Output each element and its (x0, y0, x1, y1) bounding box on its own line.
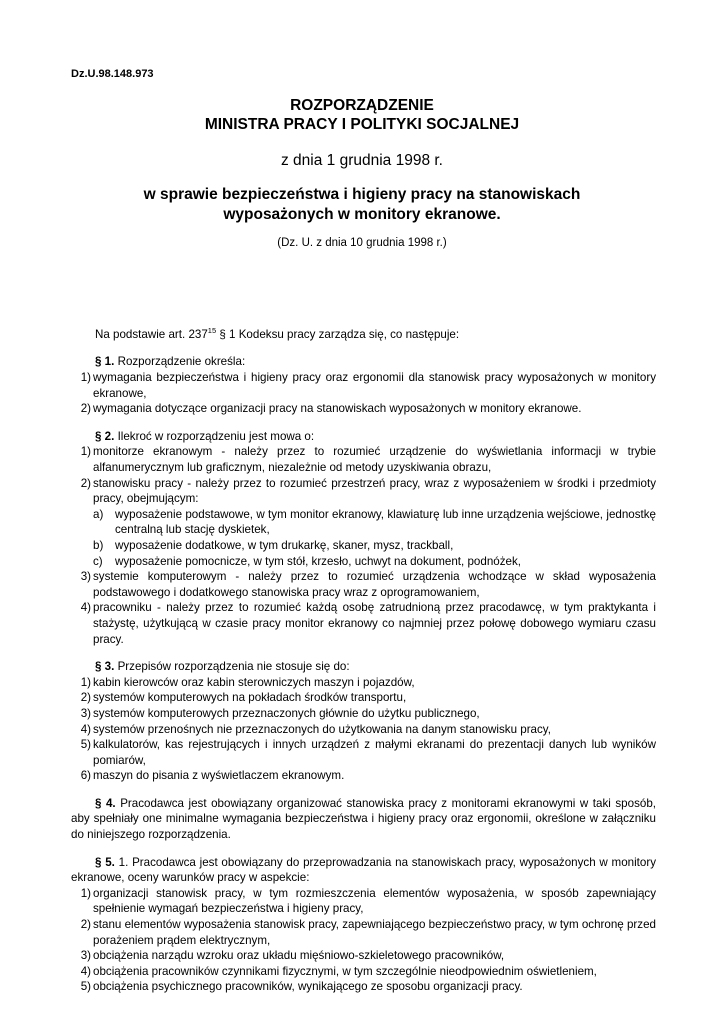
section-3-text: Przepisów rozporządzenia nie stosuje się do: (114, 660, 350, 674)
journal-reference: Dz.U.98.148.973 (71, 68, 154, 80)
list-item (71, 964, 656, 980)
list-item (71, 886, 656, 917)
item-number: 3) (80, 949, 91, 963)
list-item (71, 476, 656, 507)
regulation-subject (0, 185, 724, 225)
sub-list-item (71, 507, 656, 538)
item-number: 2) (80, 476, 91, 490)
item-number: 2) (80, 918, 91, 932)
subject-line-1: w sprawie bezpieczeństwa i higieny pracy na stanowiskach (143, 186, 581, 203)
item-text: stanu elementów wyposażenia stanowisk pracy, zapewniającego bezpieczeństwo pracy, w tym ochronę przed porażeniem prądem elektrycznym, (93, 918, 656, 947)
item-number: 2) (80, 691, 91, 705)
item-text: organizacji stanowisk pracy, w tym rozmieszczenia elementów wyposażenia, w sposób zapewniający spełnienie wymagań bezpieczeństwa i higieny pracy, (93, 886, 656, 916)
section-2-text: Ilekroć w rozporządzeniu jest mowa o: (114, 429, 315, 443)
section-2-label: § 2. (95, 429, 115, 443)
article-superscript: 15 (207, 326, 217, 335)
subject-line-2: wyposażonych w monitory ekranowe. (223, 206, 501, 223)
title-line-1: ROZPORZĄDZENIE (290, 97, 434, 114)
item-number: 6) (80, 769, 91, 783)
item-number: 1) (80, 445, 91, 459)
section-2-heading (71, 429, 656, 445)
section-3-heading (71, 659, 656, 675)
item-text: systemów komputerowych przeznaczonych głównie do użytku publicznego, (93, 706, 480, 720)
section-1 (71, 354, 656, 416)
list-item (71, 948, 656, 964)
publication-info: (Dz. U. z dnia 10 grudnia 1998 r.) (277, 237, 447, 249)
sub-item-letter: c) (93, 554, 103, 568)
item-text: monitorze ekranowym - należy przez to rozumieć urządzenie do wyświetlania informacji w trybie alfanumerycznym lub graficznym, niezależnie od metody uzyskiwania obrazu, (93, 445, 656, 475)
list-item (71, 569, 656, 600)
sub-list-item (71, 538, 656, 554)
item-number: 5) (80, 980, 91, 994)
item-text: systemów komputerowych na pokładach środków transportu, (93, 691, 407, 705)
sub-item-text: wyposażenie pomocnicze, w tym stół, krzesło, uchwyt na dokument, podnóżek, (115, 554, 521, 568)
list-item (71, 917, 656, 948)
item-number: 4) (80, 964, 91, 978)
item-number: 5) (80, 738, 91, 752)
legal-basis (71, 323, 656, 342)
item-text: kabin kierowców oraz kabin sterowniczych maszyn i pojazdów, (93, 675, 415, 689)
item-number: 2) (80, 402, 91, 416)
sub-item-text: wyposażenie podstawowe, w tym monitor ekranowy, klawiaturę lub inne urządzenia wejściowe, jednostkę centralną lub stację dyskietek, (115, 507, 656, 537)
section-5-text: 1. Pracodawca jest obowiązany do przeprowadzania na stanowiskach pracy, wyposażonych w monitory ekranowe, oceny warunków pracy w aspekcie: (71, 855, 656, 885)
item-number: 1) (80, 886, 91, 900)
document-body (71, 323, 656, 995)
item-text: kalkulatorów, kas rejestrujących i innych urządzeń z małymi ekranami do prezentacji danych lub wyników pomiarów, (93, 738, 656, 767)
item-number: 3) (80, 570, 91, 584)
section-1-heading (71, 354, 656, 370)
list-item (71, 370, 656, 401)
section-4-text: Pracodawca jest obowiązany organizować stanowiska pracy z monitorami ekranowymi w taki sposób, aby spełniały one minimalne wymagania bezpieczeństwa i higieny pracy oraz ergonomii, określone w załączniku do niniejszego rozporządzenia. (71, 796, 656, 842)
regulation-title (0, 96, 724, 134)
item-number: 4) (80, 722, 91, 736)
item-text: obciążenia narządu wzroku oraz układu mięśniowo-szkieletowego pracowników, (93, 949, 505, 963)
list-item (71, 737, 656, 768)
legal-basis-text: Na podstawie art. 237 (95, 327, 208, 341)
section-3 (71, 659, 656, 784)
section-1-text: Rozporządzenie określa: (114, 355, 246, 369)
sub-item-letter: b) (93, 538, 104, 552)
item-text: obciążenia psychicznego pracowników, wynikającego ze sposobu organizacji pracy. (93, 980, 523, 994)
section-5 (71, 855, 656, 995)
item-number: 1) (80, 675, 91, 689)
item-number: 1) (80, 371, 91, 385)
section-5-heading (71, 855, 656, 886)
item-text: systemów przenośnych nie przeznaczonych do użytkowania na danym stanowisku pracy, (93, 722, 551, 736)
item-number: 3) (80, 706, 91, 720)
item-text: systemie komputerowym - należy przez to rozumieć urządzenia wchodzące w skład wyposażenia podstawowego i dodatkowego stanowiska pracy wraz z oprogramowaniem, (93, 570, 656, 599)
list-item (71, 444, 656, 475)
sub-item-letter: a) (93, 507, 104, 521)
list-item (71, 690, 656, 706)
section-5-label: § 5. (95, 855, 115, 869)
list-item (71, 675, 656, 691)
section-4 (71, 796, 656, 843)
list-item (71, 706, 656, 722)
item-text: stanowisku pracy - należy przez to rozumieć przestrzeń pracy, wraz z wyposażeniem w środki i przedmioty pracy, obejmującym: (93, 476, 656, 506)
list-item (71, 401, 656, 417)
item-number: 4) (80, 601, 91, 615)
list-item (71, 979, 656, 995)
section-3-label: § 3. (95, 660, 115, 674)
regulation-date: z dnia 1 grudnia 1998 r. (280, 152, 443, 169)
item-text: maszyn do pisania z wyświetlaczem ekranowym. (93, 769, 345, 783)
section-2 (71, 429, 656, 647)
list-item (71, 722, 656, 738)
item-text: wymagania dotyczące organizacji pracy na stanowiskach wyposażonych w monitory ekranowe. (93, 402, 582, 416)
legal-basis-text-end: § 1 Kodeksu pracy zarządza się, co następuje: (216, 327, 460, 341)
item-text: wymagania bezpieczeństwa i higieny pracy oraz ergonomii dla stanowisk pracy wyposażonych w monitory ekranowe, (93, 371, 656, 400)
item-text: obciążenia pracowników czynnikami fizycznymi, w tym szczególnie nieodpowiednim oświetleniem, (93, 964, 597, 978)
section-1-label: § 1. (95, 355, 115, 369)
section-4-label: § 4. (95, 796, 116, 810)
sub-item-text: wyposażenie dodatkowe, w tym drukarkę, skaner, mysz, trackball, (115, 538, 454, 552)
sub-list-item (71, 554, 656, 570)
list-item (71, 600, 656, 647)
list-item (71, 768, 656, 784)
item-text: pracowniku - należy przez to rozumieć każdą osobę zatrudnioną przez pracodawcę, w tym praktykanta i stażystę, użytkującą w czasie pracy monitor ekranowy co najmniej przez połowę dobowego wymiaru czasu pracy. (93, 601, 656, 646)
title-line-2: MINISTRA PRACY I POLITYKI SOCJALNEJ (204, 116, 520, 133)
